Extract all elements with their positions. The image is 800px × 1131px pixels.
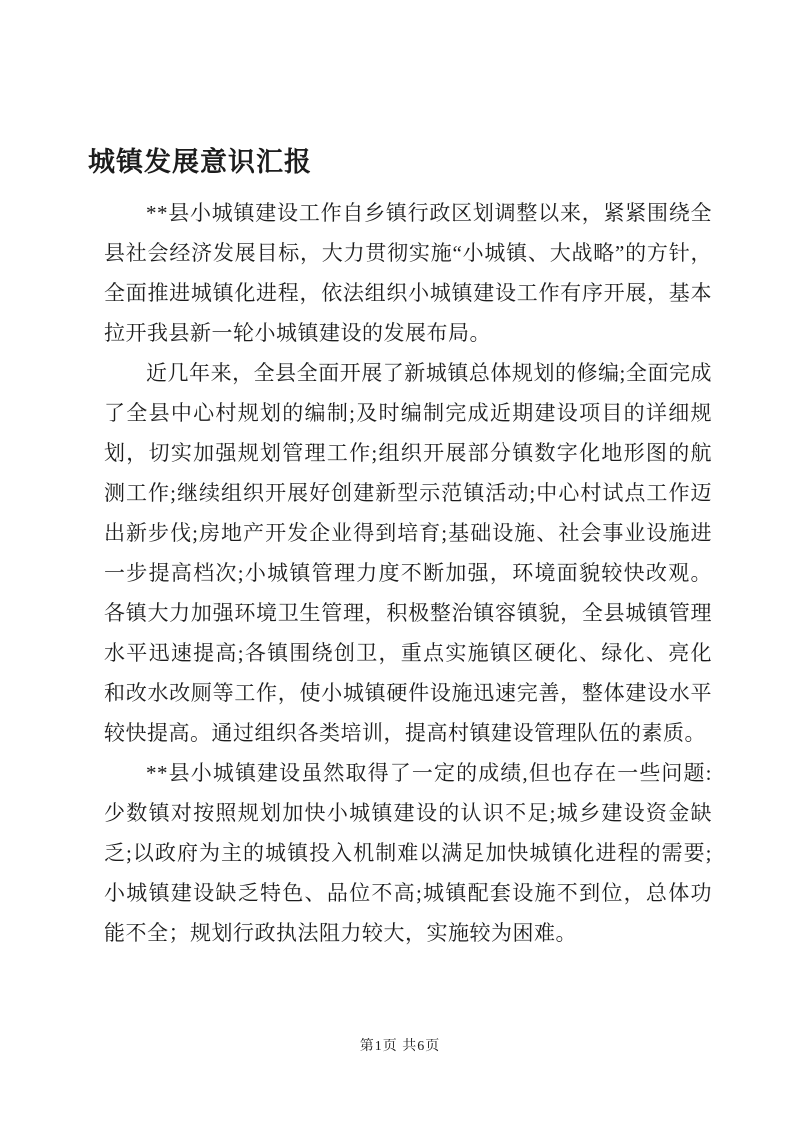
paragraph: 近几年来，全县全面开展了新城镇总体规划的修编;全面完成了全县中心村规划的编制;及时编制完成近期建设项目的详细规划，切实加强规划管理工作;组织开展部分镇数字化地形图的航测工作;继续组织开展好创建新型示范镇活动;中心村试点工作迈出新步伐;房地产开发企业得到培育;基础设施、社会事业设施进一步提高档次;小城镇管理力度不断加强，环境面貌较快改观。各镇大力加强环境卫生管理，积极整治镇容镇貌，全县城镇管理水平迅速提高;各镇围绕创卫，重点实施镇区硬化、绿化、亮化和改水改厕等工作，使小城镇硬件设施迅速完善，整体建设水平较快提高。通过组织各类培训，提高村镇建设管理队伍的素质。: [104, 361, 712, 745]
page-number-footer: 第1页 共6页: [359, 1039, 441, 1054]
page-title: 城镇发展意识汇报: [88, 147, 312, 177]
paragraph: **县小城镇建设虽然取得了一定的成绩,但也存在一些问题:少数镇对按照规划加快小城镇建设的认识不足;城乡建设资金缺乏;以政府为主的城镇投入机制难以满足加快城镇化进程的需要;小城镇建设缺乏特色、品位不高;城镇配套设施不到位，总体功能不全；规划行政执法阻力较大，实施较为困难。: [104, 761, 712, 945]
paragraph: **县小城镇建设工作自乡镇行政区划调整以来，紧紧围绕全县社会经济发展目标，大力贯彻实施“小城镇、大战略”的方针，全面推进城镇化进程，依法组织小城镇建设工作有序开展，基本拉开我县新一轮小城镇建设的发展布局。: [104, 201, 712, 345]
